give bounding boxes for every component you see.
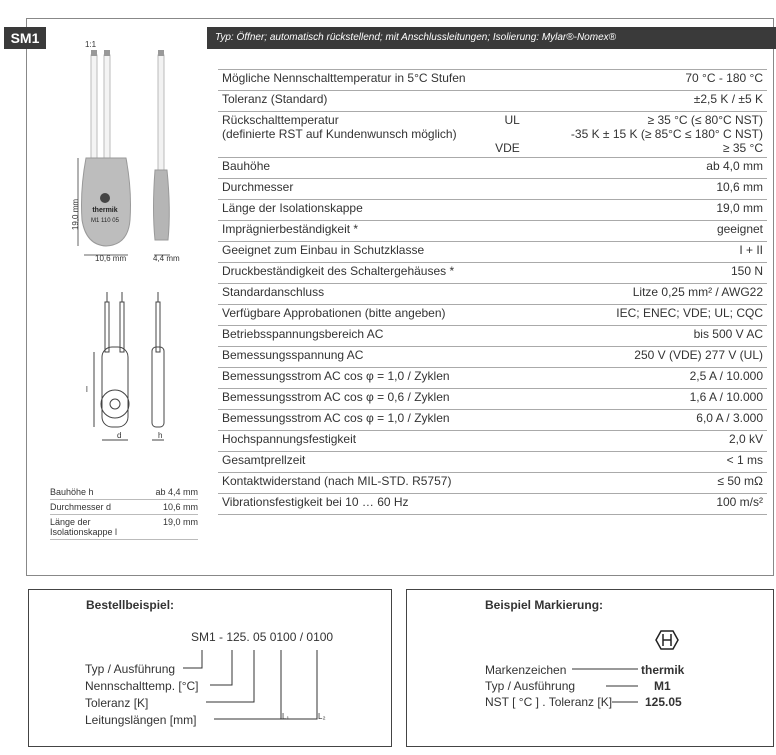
thermik-logo-icon (652, 627, 682, 653)
table-row: Bemessungsstrom AC cos φ = 1,0 / Zyklen 6,0 A / 3.000 (218, 410, 767, 431)
drawing-label-d: d (117, 431, 122, 440)
product-photo (58, 50, 198, 265)
order-leader-lines (180, 644, 340, 724)
dimension-table (50, 485, 198, 540)
type-description: Typ: Öffner; automatisch rückstellend; mit Anschlussleitungen; Isolierung: Mylar®-Nomex® (207, 27, 776, 49)
table-row: Standardanschluss Litze 0,25 mm² / AWG22 (218, 284, 767, 305)
marking-value-nst: 125.05 (645, 695, 682, 709)
spec-table (218, 69, 767, 515)
table-row: Bemessungsspannung AC 250 V (VDE) 277 V (UL) (218, 347, 767, 368)
table-row: Verfügbare Approbationen (bitte angeben) IEC; ENEC; VDE; UL; CQC (218, 305, 767, 326)
marking-label-type: Typ / Ausführung (485, 679, 576, 693)
table-row: Toleranz (Standard) ±2,5 K / ±5 K (218, 91, 767, 112)
order-L1: L₁ (282, 712, 290, 721)
marking-value-brand: thermik (641, 663, 685, 677)
scale-note: 1:1 (85, 40, 97, 49)
order-label-tolerance: Toleranz [K] (85, 696, 149, 710)
dim-height: 19,0 mm (71, 198, 81, 231)
marking-value-type: M1 (654, 679, 671, 693)
table-row: Mögliche Nennschalttemperatur in 5°C Stufen 70 °C - 180 °C (218, 70, 767, 91)
order-label-type: Typ / Ausführung (85, 662, 176, 676)
table-row: Kontaktwiderstand (nach MIL-STD. R5757) ≤ 50 mΩ (218, 473, 767, 494)
photo-model: M1 110 05 (91, 218, 119, 224)
order-label-lengths: Leitungslängen [mm] (85, 713, 197, 727)
table-row: Druckbeständigkeit des Schaltergehäuses * 150 N (218, 263, 767, 284)
table-row: Länge der Isolationskappe l 19,0 mm (50, 515, 198, 540)
dim-thickness: 4,4 mm (153, 254, 180, 263)
table-row: Durchmesser 10,6 mm (218, 179, 767, 200)
drawing-label-l: l (86, 385, 88, 394)
drawing-label-h: h (158, 431, 163, 440)
table-row: Geeignet zum Einbau in Schutzklasse I + II (218, 242, 767, 263)
photo-marking: thermik (92, 207, 118, 214)
order-label-temp: Nennschalttemp. [°C] (85, 679, 199, 693)
table-row: Bemessungsstrom AC cos φ = 1,0 / Zyklen 2,5 A / 10.000 (218, 368, 767, 389)
marking-title: Beispiel Markierung: (485, 598, 604, 612)
table-row: Durchmesser d 10,6 mm (50, 500, 198, 515)
table-row: Bauhöhe h ab 4,4 mm (50, 485, 198, 500)
table-row: Imprägnierbeständigkeit * geeignet (218, 221, 767, 242)
dim-width: 10,6 mm (95, 254, 127, 263)
technical-drawing (90, 292, 190, 452)
table-row: Bemessungsstrom AC cos φ = 0,6 / Zyklen 1,6 A / 10.000 (218, 389, 767, 410)
marking-label-brand: Markenzeichen (485, 663, 567, 677)
order-title: Bestellbeispiel: (86, 598, 175, 612)
table-row: Gesamtprellzeit < 1 ms (218, 452, 767, 473)
table-row: Vibrationsfestigkeit bei 10 … 60 Hz 100 m/s² (218, 494, 767, 515)
order-code: SM1 - 125. 05 0100 / 0100 (191, 630, 334, 644)
table-row: Bauhöhe ab 4,0 mm (218, 158, 767, 179)
product-tag: SM1 (4, 27, 46, 49)
table-row: Länge der Isolationskappe 19,0 mm (218, 200, 767, 221)
marking-label-nst: NST [ °C ] . Toleranz [K] (485, 695, 613, 709)
marking-leader-lines (568, 668, 640, 704)
order-L2: L₂ (318, 712, 326, 721)
reset-temperature-row: Rückschalttemperatur UL (definierte RST auf Kundenwunsch möglich) VDE ≥ 35 °C (≤ 80°C NST) -35 K ± 15 K (≥ 85°C ≤ 180° C NST) ≥ 35 °C (218, 112, 767, 158)
table-row: Betriebsspannungsbereich AC bis 500 V AC (218, 326, 767, 347)
table-row: Hochspannungsfestigkeit 2,0 kV (218, 431, 767, 452)
